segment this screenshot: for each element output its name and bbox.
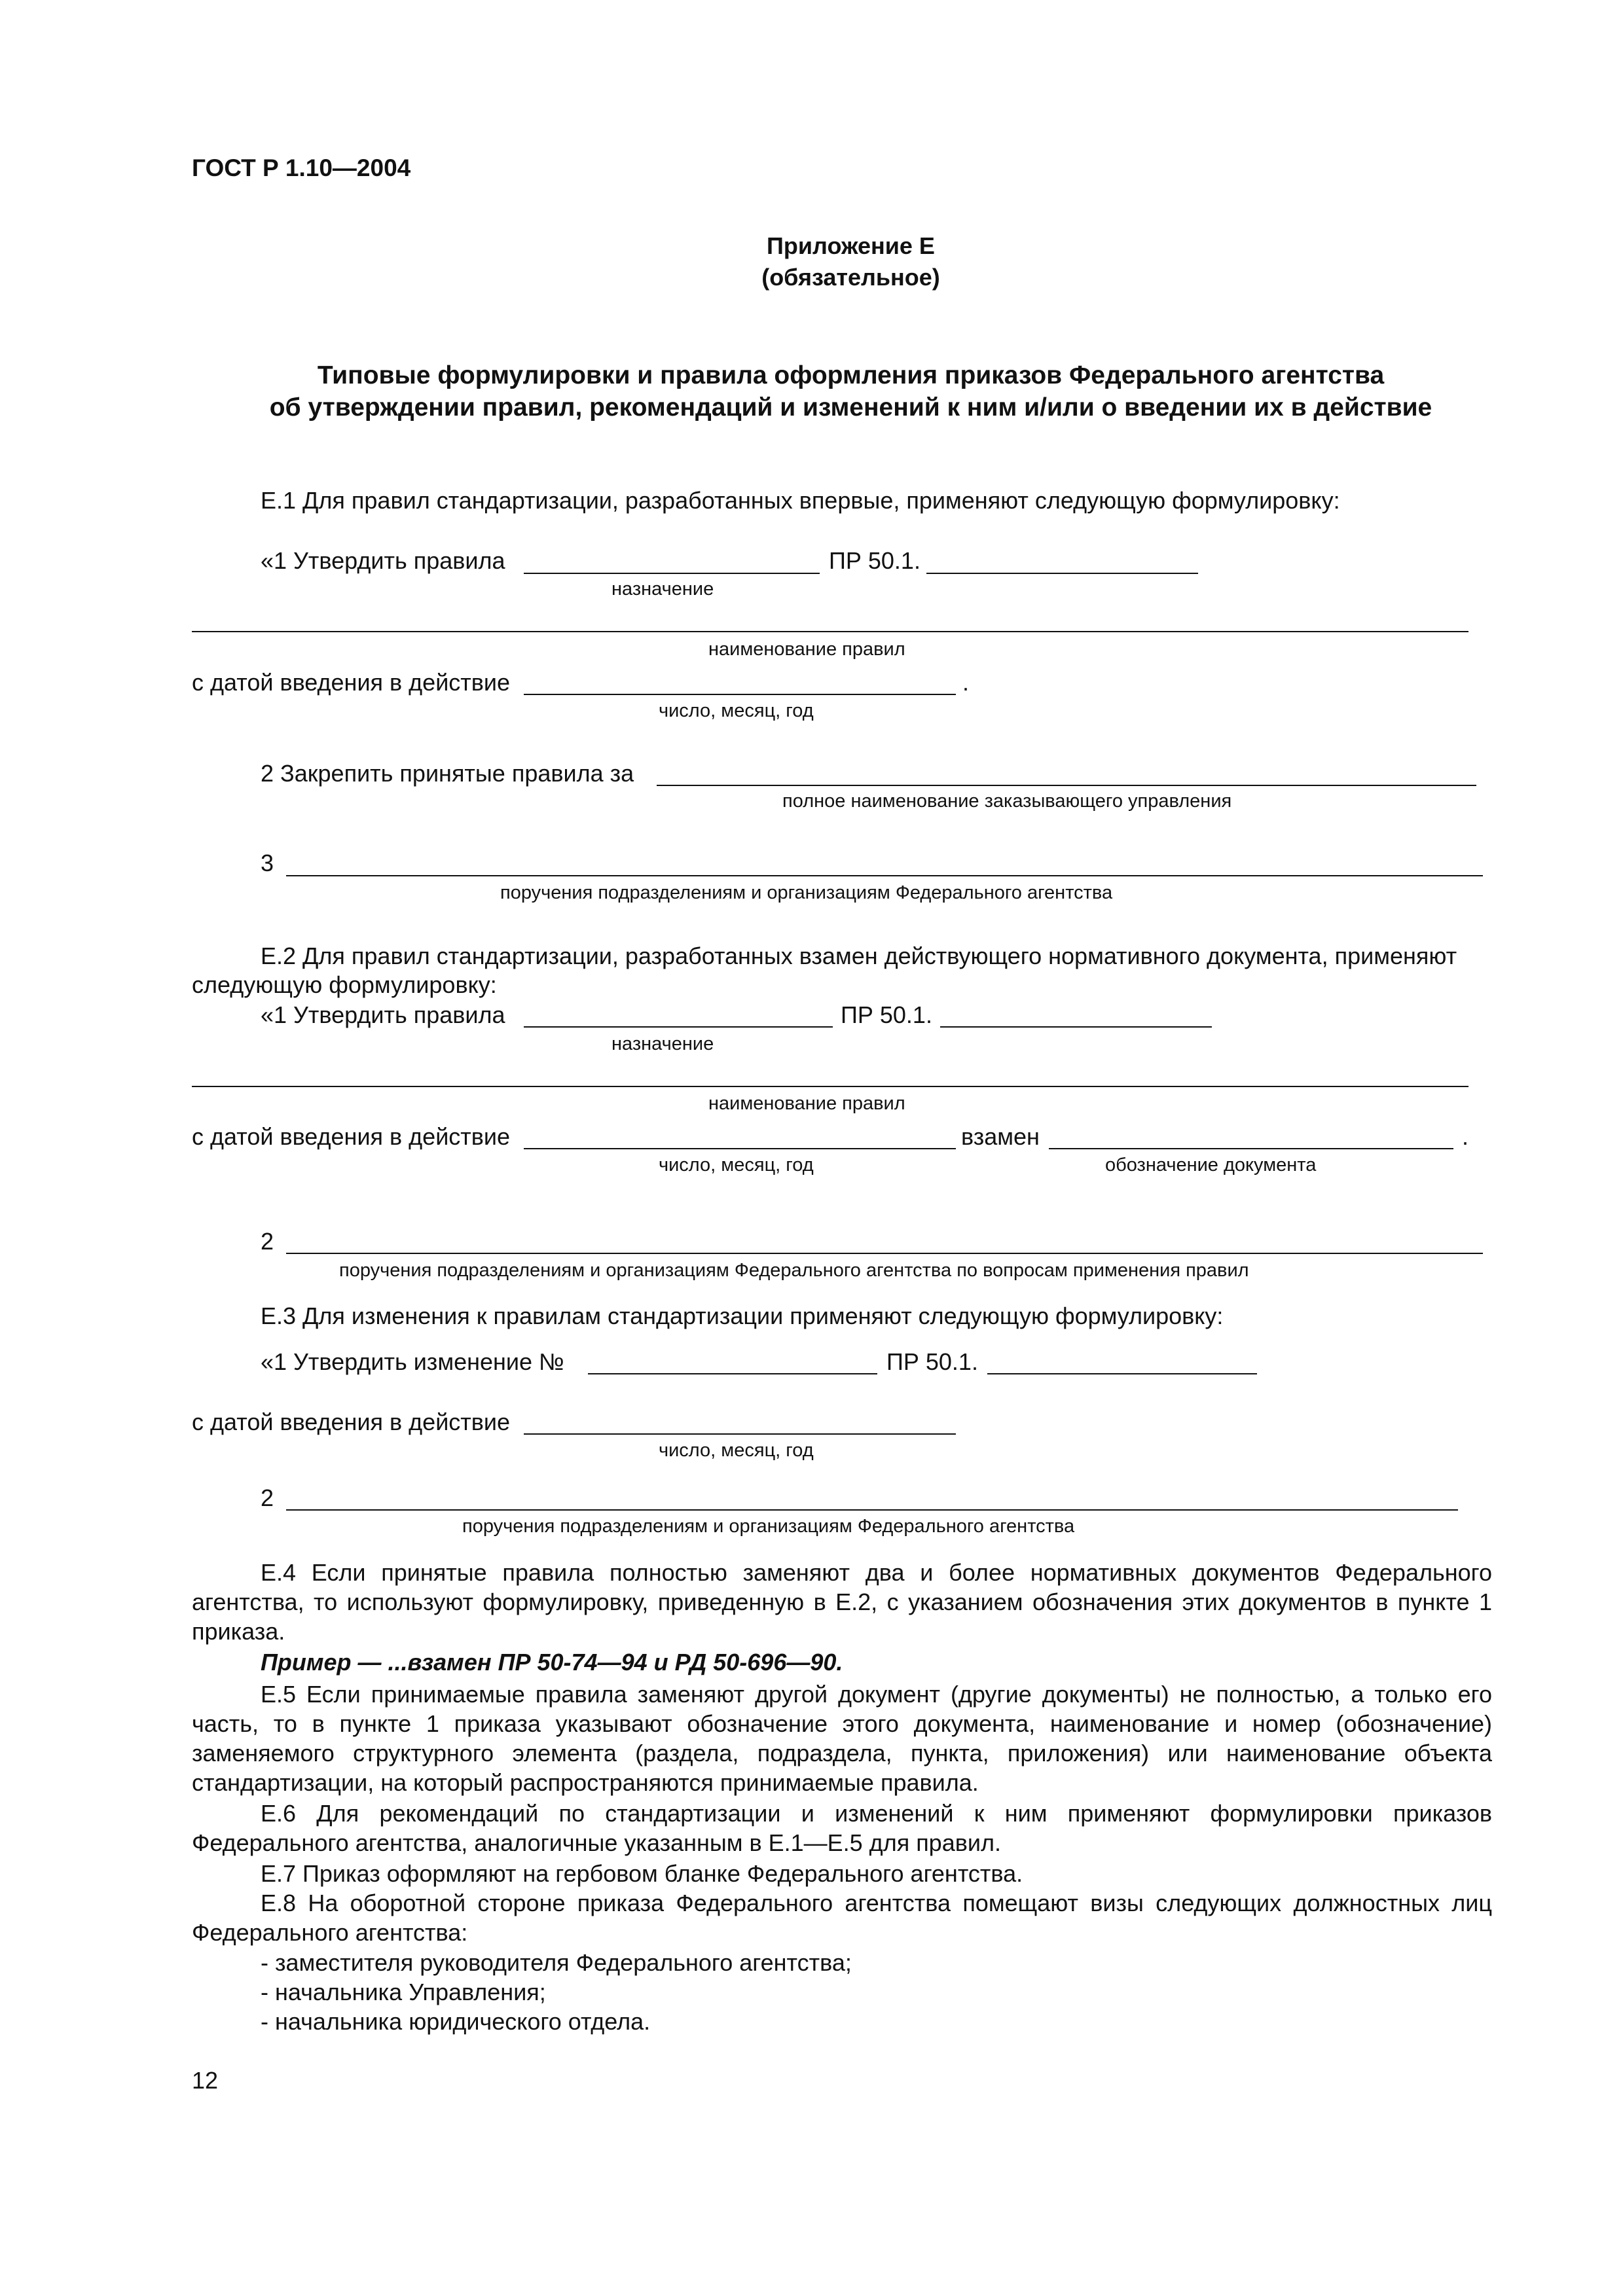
e2-code-blank	[940, 1026, 1212, 1028]
e4-text: Е.4 Если принятые правила полностью заменяют два и более нормативных документов Федерального агентства, то используют формулировку, приведенную в Е.2, с указанием обозначения этих документов в пункте 1 приказа.	[192, 1559, 1492, 1645]
e1-tasks-blank	[286, 875, 1483, 876]
e1-purpose-blank	[524, 573, 820, 574]
e1-intro: Е.1 Для правил стандартизации, разработанных впервые, применяют следующую формулировку:	[261, 487, 1340, 514]
e6-text: Е.6 Для рекомендаций по стандартизации и изменений к ним применяют формулировки приказов Федерального агентства, аналогичные указанным в Е.1—Е.5 для правил.	[192, 1800, 1492, 1856]
e2-intro-line1: Е.2 Для правил стандартизации, разработанных взамен действующего нормативного документа, применяют	[261, 942, 1457, 969]
e3-number-blank	[588, 1373, 877, 1374]
e2-hint-name: наименование правил	[708, 1093, 905, 1114]
e8-visa-list	[261, 1948, 852, 2036]
e2-item2: 2	[261, 1228, 274, 1255]
e1-hint-dept: полное наименование заказывающего управления	[782, 791, 1232, 812]
e2-tasks-blank	[286, 1253, 1483, 1254]
list-item: - заместителя руководителя Федерального агентства;	[261, 1949, 852, 1976]
e8-text: Е.8 На оборотной стороне приказа Федерального агентства помещают визы следующих должностных лиц Федерального агентства:	[192, 1890, 1492, 1946]
e3-date-label: с датой введения в действие	[192, 1408, 511, 1435]
list-item: - начальника Управления;	[261, 1979, 546, 2005]
e2-hint-tasks: поручения подразделениям и организациям Федерального агентства по вопросам применения правил	[339, 1260, 1249, 1281]
e1-item1-prefix: «1 Утвердить правила	[261, 547, 505, 574]
section-heading-line1: Типовые формулировки и правила оформления приказов Федерального агентства	[317, 361, 1385, 389]
e2-doc-blank	[1049, 1148, 1453, 1149]
e2-hint-date: число, месяц, год	[659, 1155, 814, 1175]
e2-date-end: .	[1462, 1123, 1469, 1150]
e5-text: Е.5 Если принимаемые правила заменяют другой документ (другие документы) не полностью, а только его часть, то в пункте 1 приказа указывают обозначение этого документа, наименование и номер (обозначение) заменяемого структурного элемента (раздела, подраздела, пункта, приложения) или наименование объекта стандартизации, на который распространяются принимаемые правила.	[192, 1681, 1492, 1796]
e2-intro-line2: следующую формулировку:	[192, 971, 497, 998]
e2-date-blank	[524, 1148, 956, 1149]
e1-dept-blank	[657, 785, 1476, 786]
e1-hint-name: наименование правил	[708, 639, 905, 660]
e1-date-end: .	[962, 669, 970, 696]
e2-name-blank	[192, 1086, 1468, 1087]
e1-hint-tasks: поручения подразделениям и организациям Федерального агентства	[500, 882, 1113, 903]
e1-item1-code: ПР 50.1.	[829, 547, 921, 574]
e1-code-blank	[926, 573, 1198, 574]
e3-item1-code: ПР 50.1.	[886, 1348, 978, 1375]
e3-item1-prefix: «1 Утвердить изменение №	[261, 1348, 564, 1375]
e2-hint-doc: обозначение документа	[1105, 1155, 1317, 1175]
e3-date-blank	[524, 1433, 956, 1435]
e1-date-label: с датой введения в действие	[192, 669, 511, 696]
e1-hint-date: число, месяц, год	[659, 700, 814, 721]
list-item: - начальника юридического отдела.	[261, 2008, 651, 2035]
e1-item2: 2 Закрепить принятые правила за	[261, 760, 634, 787]
e2-instead: взамен	[961, 1123, 1040, 1150]
e1-name-blank	[192, 631, 1468, 632]
e1-hint-purpose: назначение	[611, 579, 714, 600]
e7-text: Е.7 Приказ оформляют на гербовом бланке Федерального агентства.	[261, 1860, 1023, 1887]
e4-example: Пример — ...взамен ПР 50-74—94 и РД 50-696—90.	[261, 1649, 843, 1676]
section-heading-line2: об утверждении правил, рекомендаций и изменений к ним и/или о введении их в действие	[269, 393, 1432, 422]
e1-item3: 3	[261, 850, 274, 876]
e3-hint-tasks: поручения подразделениям и организациям Федерального агентства	[462, 1516, 1075, 1537]
e2-item1-prefix: «1 Утвердить правила	[261, 1001, 505, 1028]
e2-hint-purpose: назначение	[611, 1033, 714, 1054]
e3-intro: Е.3 Для изменения к правилам стандартизации применяют следующую формулировку:	[261, 1302, 1224, 1329]
e3-tasks-blank	[286, 1509, 1458, 1511]
e3-item2: 2	[261, 1484, 274, 1511]
e2-item1-code: ПР 50.1.	[841, 1001, 932, 1028]
appendix-title: Приложение Е	[767, 232, 935, 259]
e1-date-blank	[524, 694, 956, 695]
page-number: 12	[192, 2067, 219, 2094]
standard-designation: ГОСТ Р 1.10—2004	[192, 154, 411, 181]
e2-purpose-blank	[524, 1026, 833, 1028]
e3-code-blank	[987, 1373, 1257, 1374]
e3-hint-date: число, месяц, год	[659, 1440, 814, 1461]
appendix-status: (обязательное)	[761, 264, 940, 291]
e2-date-label: с датой введения в действие	[192, 1123, 511, 1150]
